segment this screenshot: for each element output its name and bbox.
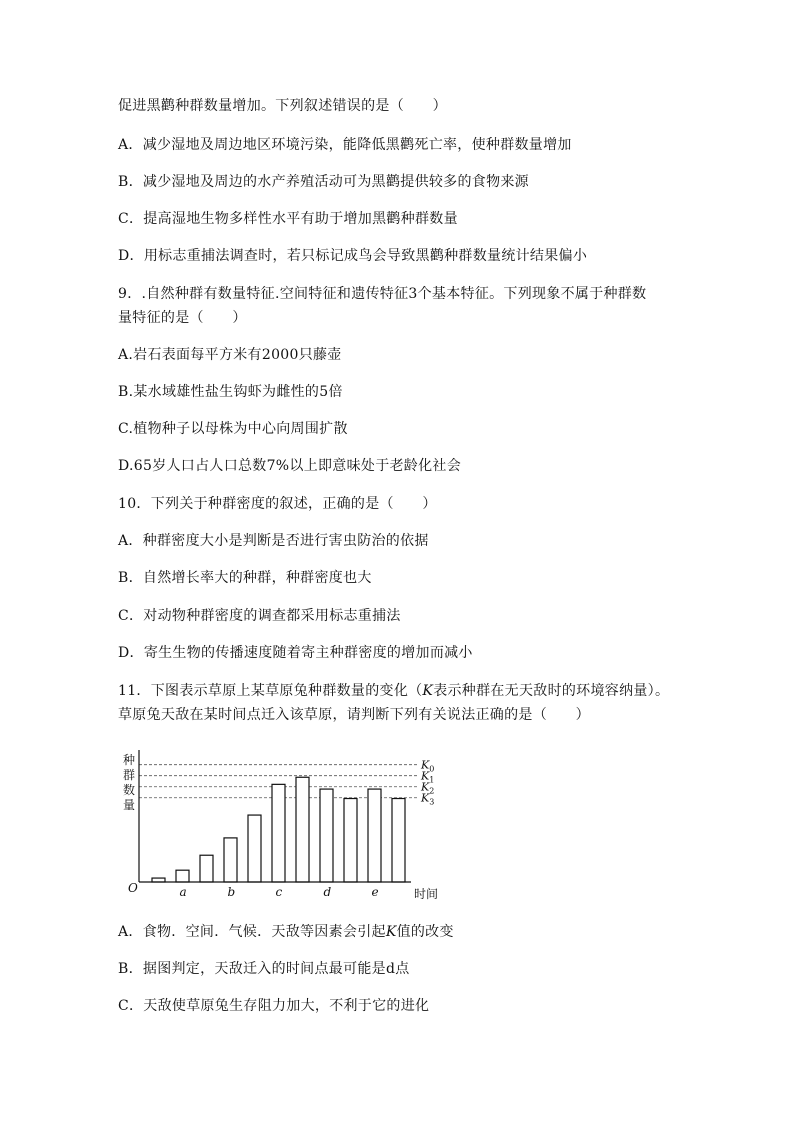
q9-option-a: A.岩石表面每平方米有2000只藤壶 [118, 347, 342, 363]
y-axis-label: 数 [123, 783, 136, 797]
bar [200, 855, 213, 882]
q8-option-c: C．提高湿地生物多样性水平有助于增加黑鹳种群数量 [118, 211, 458, 227]
q11-option-a-text: A．食物．空间．气候．天敌等因素会引起 [118, 924, 386, 940]
population-bar-chart [116, 748, 446, 908]
q9-stem-line2: 量特征的是（ ） [118, 310, 247, 326]
q9-stem-line1: 9．.自然种群有数量特征.空间特征和遗传特征3个基本特征。下列现象不属于种群数 [118, 286, 647, 302]
bar [272, 784, 285, 882]
k-line-label: $K_0$ [421, 758, 435, 774]
y-axis-label: 群 [123, 768, 136, 782]
q11-option-c: C．天敌使草原兔生存阻力加大，不利于它的进化 [118, 998, 430, 1014]
bar [224, 838, 237, 882]
x-tick-label: a [179, 885, 187, 899]
k-line-label: $K_3$ [421, 791, 435, 807]
q9-option-b: B.某水域雄性盐生钩虾为雌性的5倍 [118, 384, 343, 400]
q11-stem-line1 [118, 681, 669, 701]
x-tick-label: e [371, 885, 379, 899]
q9-option-d: D.65岁人口占人口总数7%以上即意味处于老龄化社会 [118, 458, 461, 474]
q10-option-b: B．自然增长率大的种群，种群密度也大 [118, 570, 372, 586]
q8-option-d: D．用标志重捕法调查时，若只标记成鸟会导致黑鹳种群数量统计结果偏小 [118, 248, 588, 264]
k-symbol: K [422, 683, 434, 699]
q11-option-b: B．据图判定，天敌迁入的时间点最可能是d点 [118, 961, 410, 977]
q8-option-a: A．减少湿地及周边地区环境污染，能降低黑鹳死亡率，使种群数量增加 [118, 137, 572, 153]
k-symbol: K [385, 924, 397, 940]
bar [368, 789, 381, 882]
origin-label: O [128, 881, 138, 895]
q11-stem-text-2: 表示种群在无天敌时的环境容纳量）。 [433, 683, 670, 699]
q10-option-a: A．种群密度大小是判断是否进行害虫防治的依据 [118, 533, 429, 549]
bar [296, 777, 309, 882]
k-line-label: $K_2$ [421, 780, 435, 796]
q10-option-d: D．寄生生物的传播速度随着寄主种群密度的增加而减小 [118, 645, 473, 661]
x-tick-label: d [323, 885, 332, 899]
y-axis-label: 量 [123, 798, 136, 812]
x-tick-label: b [227, 885, 236, 899]
q11-stem-line2: 草原兔天敌在某时间点迁入该草原，请判断下列有关说法正确的是（ ） [118, 707, 590, 723]
bar [344, 799, 357, 882]
bar [176, 870, 189, 882]
q10-option-c: C．对动物种群密度的调查都采用标志重捕法 [118, 608, 401, 624]
q10-stem: 10．下列关于种群密度的叙述，正确的是（ ） [118, 496, 437, 512]
bar [392, 799, 405, 882]
q11-option-a [118, 922, 454, 942]
q11-stem-text: 11．下图表示草原上某草原兔种群数量的变化（ [118, 683, 423, 699]
x-axis-label: 时间 [414, 887, 439, 901]
q9-option-c: C.植物种子以母株为中心向周围扩散 [118, 421, 348, 437]
q8-stem-continuation: 促进黑鹳种群数量增加。下列叙述错误的是（ ） [118, 98, 447, 114]
bar [320, 789, 333, 882]
q8-option-b: B．减少湿地及周边的水产养殖活动可为黑鹳提供较多的食物来源 [118, 174, 529, 190]
x-tick-label: c [275, 885, 283, 899]
q11-option-a-text-2: 值的改变 [396, 924, 454, 940]
bar [248, 815, 261, 882]
y-axis-label: 种 [123, 753, 136, 767]
k-line-label: $K_1$ [421, 769, 435, 785]
